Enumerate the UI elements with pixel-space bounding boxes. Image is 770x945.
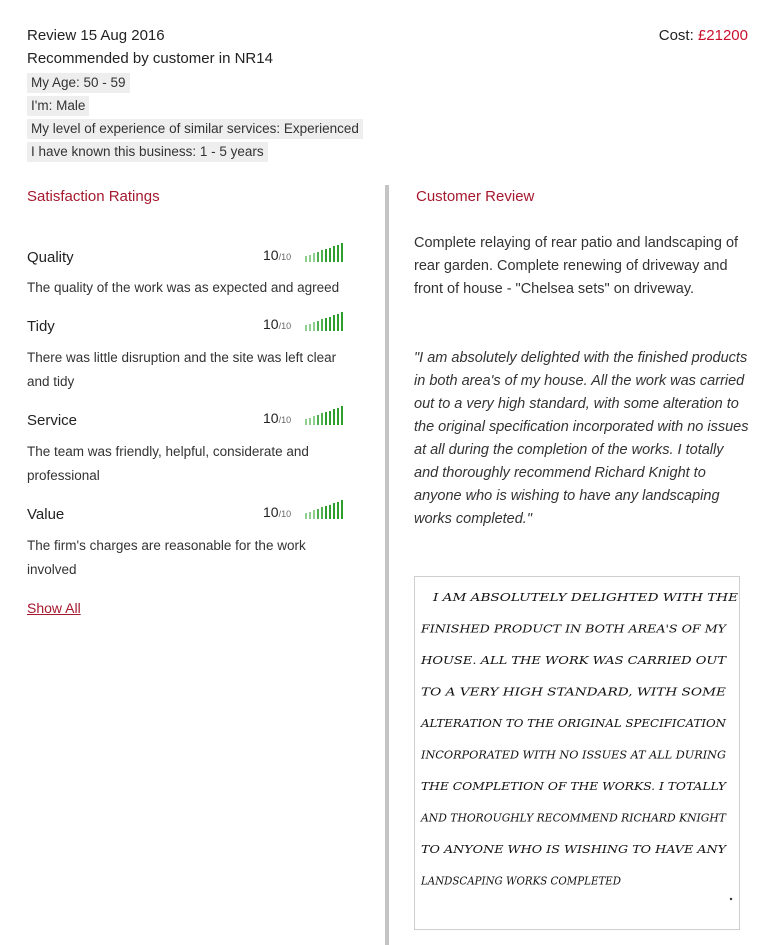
recommended-by: Recommended by customer in NR14 xyxy=(27,50,273,67)
rating-bars-quality xyxy=(305,244,343,262)
handwritten-line: AND THOROUGHLY RECOMMEND RICHARD KNIGHT xyxy=(420,810,728,825)
rating-bar-segment xyxy=(321,413,323,425)
handwritten-line: TO ANYONE WHO IS WISHING TO HAVE ANY xyxy=(421,842,728,856)
customer-review-heading: Customer Review xyxy=(416,188,535,205)
rating-bar-segment xyxy=(325,412,327,425)
rating-bar-segment xyxy=(325,506,327,519)
tag-known-business: I have known this business: 1 - 5 years xyxy=(27,142,268,162)
rating-label-service: Service xyxy=(27,412,78,429)
tag-experience: My level of experience of similar services: Experienced xyxy=(27,119,363,139)
rating-bar-segment xyxy=(305,513,307,519)
review-summary: Complete relaying of rear patio and landscaping of rear garden. Complete renewing of driveway and front of house - "Chelsea sets" on driveway. xyxy=(414,235,739,297)
rating-score-tidy xyxy=(263,316,291,332)
handwritten-line: I AM ABSOLUTELY DELIGHTED WITH THE xyxy=(431,590,739,604)
rating-score-service xyxy=(263,410,291,426)
tag-age: My Age: 50 - 59 xyxy=(27,73,130,93)
rating-score-quality xyxy=(263,247,291,263)
rating-bars-service xyxy=(305,407,343,425)
rating-desc-tidy: There was little disruption and the site was left clear and tidy xyxy=(27,350,337,389)
rating-bar-segment xyxy=(329,505,331,519)
column-divider xyxy=(385,185,389,945)
rating-score-max: /10 xyxy=(278,509,292,519)
show-all-link[interactable]: Show All xyxy=(27,600,81,616)
rating-bar-segment xyxy=(309,324,311,331)
rating-bar-segment xyxy=(329,317,331,331)
rating-bar-segment xyxy=(341,312,343,331)
tag-gender: I'm: Male xyxy=(27,96,89,116)
rating-bar-segment xyxy=(317,252,319,262)
handwritten-review-drawing xyxy=(415,577,739,929)
handwritten-line: FINISHED PRODUCT IN BOTH AREA'S OF MY xyxy=(419,621,728,636)
rating-bar-segment xyxy=(313,322,315,331)
rating-bar-segment xyxy=(337,408,339,425)
rating-bars-value xyxy=(305,501,343,519)
rating-label-quality: Quality xyxy=(27,249,74,266)
handwritten-line: INCORPORATED WITH NO ISSUES AT ALL DURING xyxy=(420,747,726,762)
rating-bar-segment xyxy=(313,253,315,262)
review-quote: "I am absolutely delighted with the finished products in both area's of my house. All the work was carried out to a very high standard, with some alteration to the original specification incorporated with no issues at all during the completion of the works. I totally and thoroughly recommend Richard Knight to anyone who is wishing to have any landscaping works completed." xyxy=(414,350,749,527)
rating-bar-segment xyxy=(321,507,323,519)
rating-bar-segment xyxy=(313,510,315,519)
rating-bar-segment xyxy=(313,416,315,425)
rating-bar-segment xyxy=(305,419,307,425)
rating-bar-segment xyxy=(337,314,339,331)
rating-score-value: 10 xyxy=(263,504,279,520)
rating-score-value: 10 xyxy=(263,410,279,426)
rating-label-tidy: Tidy xyxy=(27,318,55,335)
rating-bar-segment xyxy=(317,415,319,425)
rating-bar-segment xyxy=(333,409,335,425)
rating-bar-segment xyxy=(341,243,343,262)
rating-bar-segment xyxy=(325,318,327,331)
rating-bar-segment xyxy=(317,321,319,331)
rating-desc-quality: The quality of the work was as expected and agreed xyxy=(27,280,340,295)
rating-bar-segment xyxy=(329,411,331,425)
handwritten-line: HOUSE. ALL THE WORK WAS CARRIED OUT xyxy=(419,653,728,667)
rating-label-value: Value xyxy=(27,506,65,523)
ink-dot xyxy=(730,898,732,900)
rating-bar-segment xyxy=(309,418,311,425)
rating-bar-segment xyxy=(325,249,327,262)
rating-bar-segment xyxy=(321,319,323,331)
rating-bar-segment xyxy=(309,512,311,519)
rating-bar-segment xyxy=(337,245,339,262)
rating-bar-segment xyxy=(329,248,331,262)
rating-score-value: 10 xyxy=(263,316,279,332)
rating-bar-segment xyxy=(333,315,335,331)
rating-bar-segment xyxy=(341,406,343,425)
rating-bar-segment xyxy=(341,500,343,519)
rating-bar-segment xyxy=(321,250,323,262)
handwritten-line: ALTERATION TO THE ORIGINAL SPECIFICATION xyxy=(419,716,727,730)
rating-score-value: 10 xyxy=(263,247,279,263)
rating-bar-segment xyxy=(305,256,307,262)
cost-label: Cost: xyxy=(658,27,694,44)
cost xyxy=(659,27,748,44)
rating-bar-segment xyxy=(305,325,307,331)
rating-desc-value: The firm's charges are reasonable for the work involved xyxy=(27,538,306,577)
rating-bar-segment xyxy=(309,255,311,262)
rating-bar-segment xyxy=(333,246,335,262)
handwritten-line: THE COMPLETION OF THE WORKS. I TOTALLY xyxy=(421,779,728,793)
cost-value: £21200 xyxy=(697,27,748,44)
review-date-title: Review 15 Aug 2016 xyxy=(27,27,165,44)
rating-bar-segment xyxy=(317,509,319,519)
rating-desc-service: The team was friendly, helpful, considerate and professional xyxy=(27,444,309,483)
rating-bars-tidy xyxy=(305,313,343,331)
handwritten-line: TO A VERY HIGH STANDARD, WITH SOME xyxy=(421,684,727,699)
rating-bar-segment xyxy=(333,503,335,519)
rating-bar-segment xyxy=(337,502,339,519)
handwritten-review-image xyxy=(414,576,740,930)
handwritten-line: LANDSCAPING WORKS COMPLETED xyxy=(420,873,621,888)
rating-score-max: /10 xyxy=(278,415,292,425)
satisfaction-ratings-heading: Satisfaction Ratings xyxy=(27,188,160,205)
rating-score-max: /10 xyxy=(278,252,292,262)
rating-score-max: /10 xyxy=(278,321,292,331)
rating-score-value-row xyxy=(263,504,291,520)
